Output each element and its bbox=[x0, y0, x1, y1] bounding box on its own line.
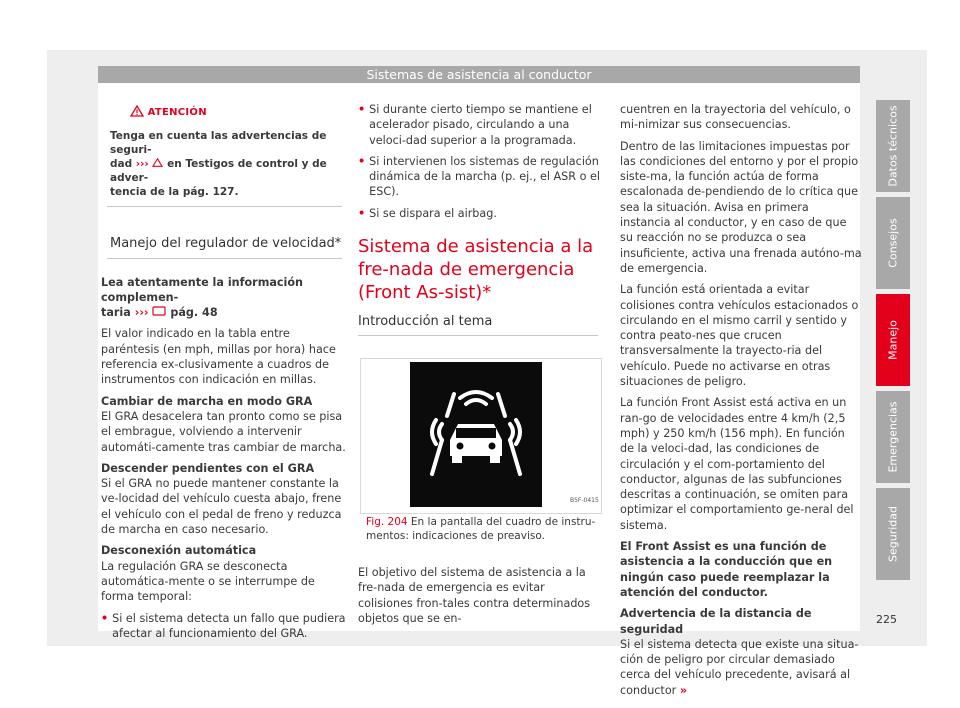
paragraph: cuentren en la trayectoria del vehículo, o mi-nimizar sus consecuencias. bbox=[620, 103, 851, 132]
list-item: • Si intervienen los sistemas de regulación dinámica de la marcha (p. ej., el ASR o el ESC). bbox=[358, 154, 600, 199]
tab-manejo[interactable]: Manejo bbox=[876, 294, 910, 386]
subheading-gear: Cambiar de marcha en modo GRA bbox=[101, 394, 313, 408]
paragraph: La regulación GRA se desconecta automática-mente o se interrumpe de forma temporal: bbox=[101, 559, 315, 604]
subheading-downhill: Descender pendientes con el GRA bbox=[101, 461, 315, 475]
chapter-title: Sistema de asistencia a la fre-nada de emergencia (Front As-sist)* bbox=[358, 236, 594, 304]
warning-triangle-icon bbox=[130, 105, 144, 121]
tab-emergencias[interactable]: Emergencias bbox=[876, 391, 910, 483]
dashboard-display-image bbox=[410, 362, 542, 507]
right-column bbox=[620, 102, 862, 704]
section-subtitle: Introducción al tema bbox=[358, 314, 493, 330]
paragraph: Si el sistema detecta que existe una situa-ción de peligro por circular demasiado cerca del vehículo precedente, avisará al conductor » bbox=[620, 637, 859, 697]
paragraph: La función está orientada a evitar colisiones contra vehículos estacionados o circulando en el mismo carril y sentido y contra peato-nes que crucen transversalmente la trayecto-ria del vehículo. Puede no activarse en otras situaciones de peligro. bbox=[620, 283, 859, 389]
subheading-auto-off: Desconexión automática bbox=[101, 544, 257, 558]
continue-arrow-icon: » bbox=[679, 683, 688, 697]
bullet-icon: • bbox=[101, 611, 109, 625]
warning-text: Tenga en cuenta las advertencias de seguri- dad ››› en Testigos de control y de adver- tencia de la pág. 127. bbox=[110, 130, 327, 199]
subheading-distance: Advertencia de la distancia de seguridad bbox=[620, 607, 812, 636]
left-column bbox=[101, 104, 347, 647]
figure-code: B5F-0415 bbox=[570, 497, 599, 504]
page-header: Sistemas de asistencia al conductor bbox=[98, 66, 860, 83]
paragraph: La función Front Assist está activa en un ran-go de velocidades entre 4 km/h (2,5 mph) y 250 km/h (156 mph). En función de la veloci-dad, las condiciones de circulación y el com-portamiento del conductor, algunas de las subfunciones descritas a continuación, se omiten para optimizar el comportamiento ge-neral del sistema. bbox=[620, 396, 854, 532]
section-title: Manejo del regulador de velocidad* bbox=[110, 236, 342, 252]
warning-triangle-icon bbox=[152, 158, 163, 170]
tab-seguridad[interactable]: Seguridad bbox=[876, 488, 910, 580]
list-item: • Si se dispara el airbag. bbox=[358, 206, 497, 220]
warning-title: ATENCIÓN bbox=[147, 107, 207, 118]
paragraph: Dentro de las limitaciones impuestas por las condiciones del entorno y por el propio siste-ma, la función actúa de forma escalonada de-pendiendo de lo crítica que sea la situación. Avisa en primera instancia al conductor, y en caso de que su reacción no se produzca o sea insuficiente, activa una frenada autóno-ma de emergencia. bbox=[620, 139, 862, 275]
front-assist-warning-icon bbox=[410, 362, 542, 507]
page-reference-link[interactable]: pág. 48 bbox=[166, 306, 218, 320]
bullet-icon: • bbox=[358, 103, 366, 116]
tab-datos-tecnicos[interactable]: Datos técnicos bbox=[876, 100, 910, 192]
middle-column bbox=[358, 102, 602, 336]
page-number: 225 bbox=[876, 613, 897, 626]
manual-page-icon bbox=[152, 306, 166, 319]
list-item: • Si durante cierto tiempo se mantiene el acelerador pisado, circulando a una veloci-dad superior a la programada. bbox=[358, 103, 592, 147]
paragraph: Si el GRA no puede mantener constante la ve-locidad del vehículo cuesta abajo, frene el vehículo con el pedal de freno y reduzca de marcha en caso necesario. bbox=[101, 477, 342, 537]
intro-text: Lea atentamente la información complemen- taria ››› pág. 48 bbox=[101, 275, 304, 320]
figure-label: Fig. 204 bbox=[366, 516, 408, 528]
bullet-icon: • bbox=[358, 154, 366, 168]
middle-paragraph: El objetivo del sistema de asistencia a la fre-nada de emergencia es evitar colisiones fron-tales contra determinados objetos que se en- bbox=[358, 566, 591, 625]
figure-caption: Fig. 204 En la pantalla del cuadro de instru-mentos: indicaciones de preaviso. bbox=[366, 516, 596, 542]
important-note: El Front Assist es una función de asistencia a la conducción que en ningún caso puede reemplazar la atención del conductor. bbox=[620, 540, 833, 599]
bullet-icon: • bbox=[358, 206, 366, 220]
tab-consejos[interactable]: Consejos bbox=[876, 197, 910, 289]
divider bbox=[107, 258, 342, 259]
warning-box bbox=[107, 104, 347, 207]
paragraph: El GRA desacelera tan pronto como se pisa el embrague, volviendo a intervenir automáti-camente tras cambiar de marcha. bbox=[101, 409, 346, 454]
divider bbox=[358, 335, 598, 336]
paragraph: El valor indicado en la tabla entre paréntesis (en mph, millas por hora) hace referencia ex-clusivamente a cuadros de instrumentos con indicación en millas. bbox=[101, 327, 336, 387]
list-item: • Si el sistema detecta un fallo que pudiera afectar al funcionamiento del GRA. bbox=[101, 611, 346, 640]
divider bbox=[107, 206, 342, 207]
warning-link[interactable]: en Testigos de control y de adver- bbox=[110, 158, 327, 185]
